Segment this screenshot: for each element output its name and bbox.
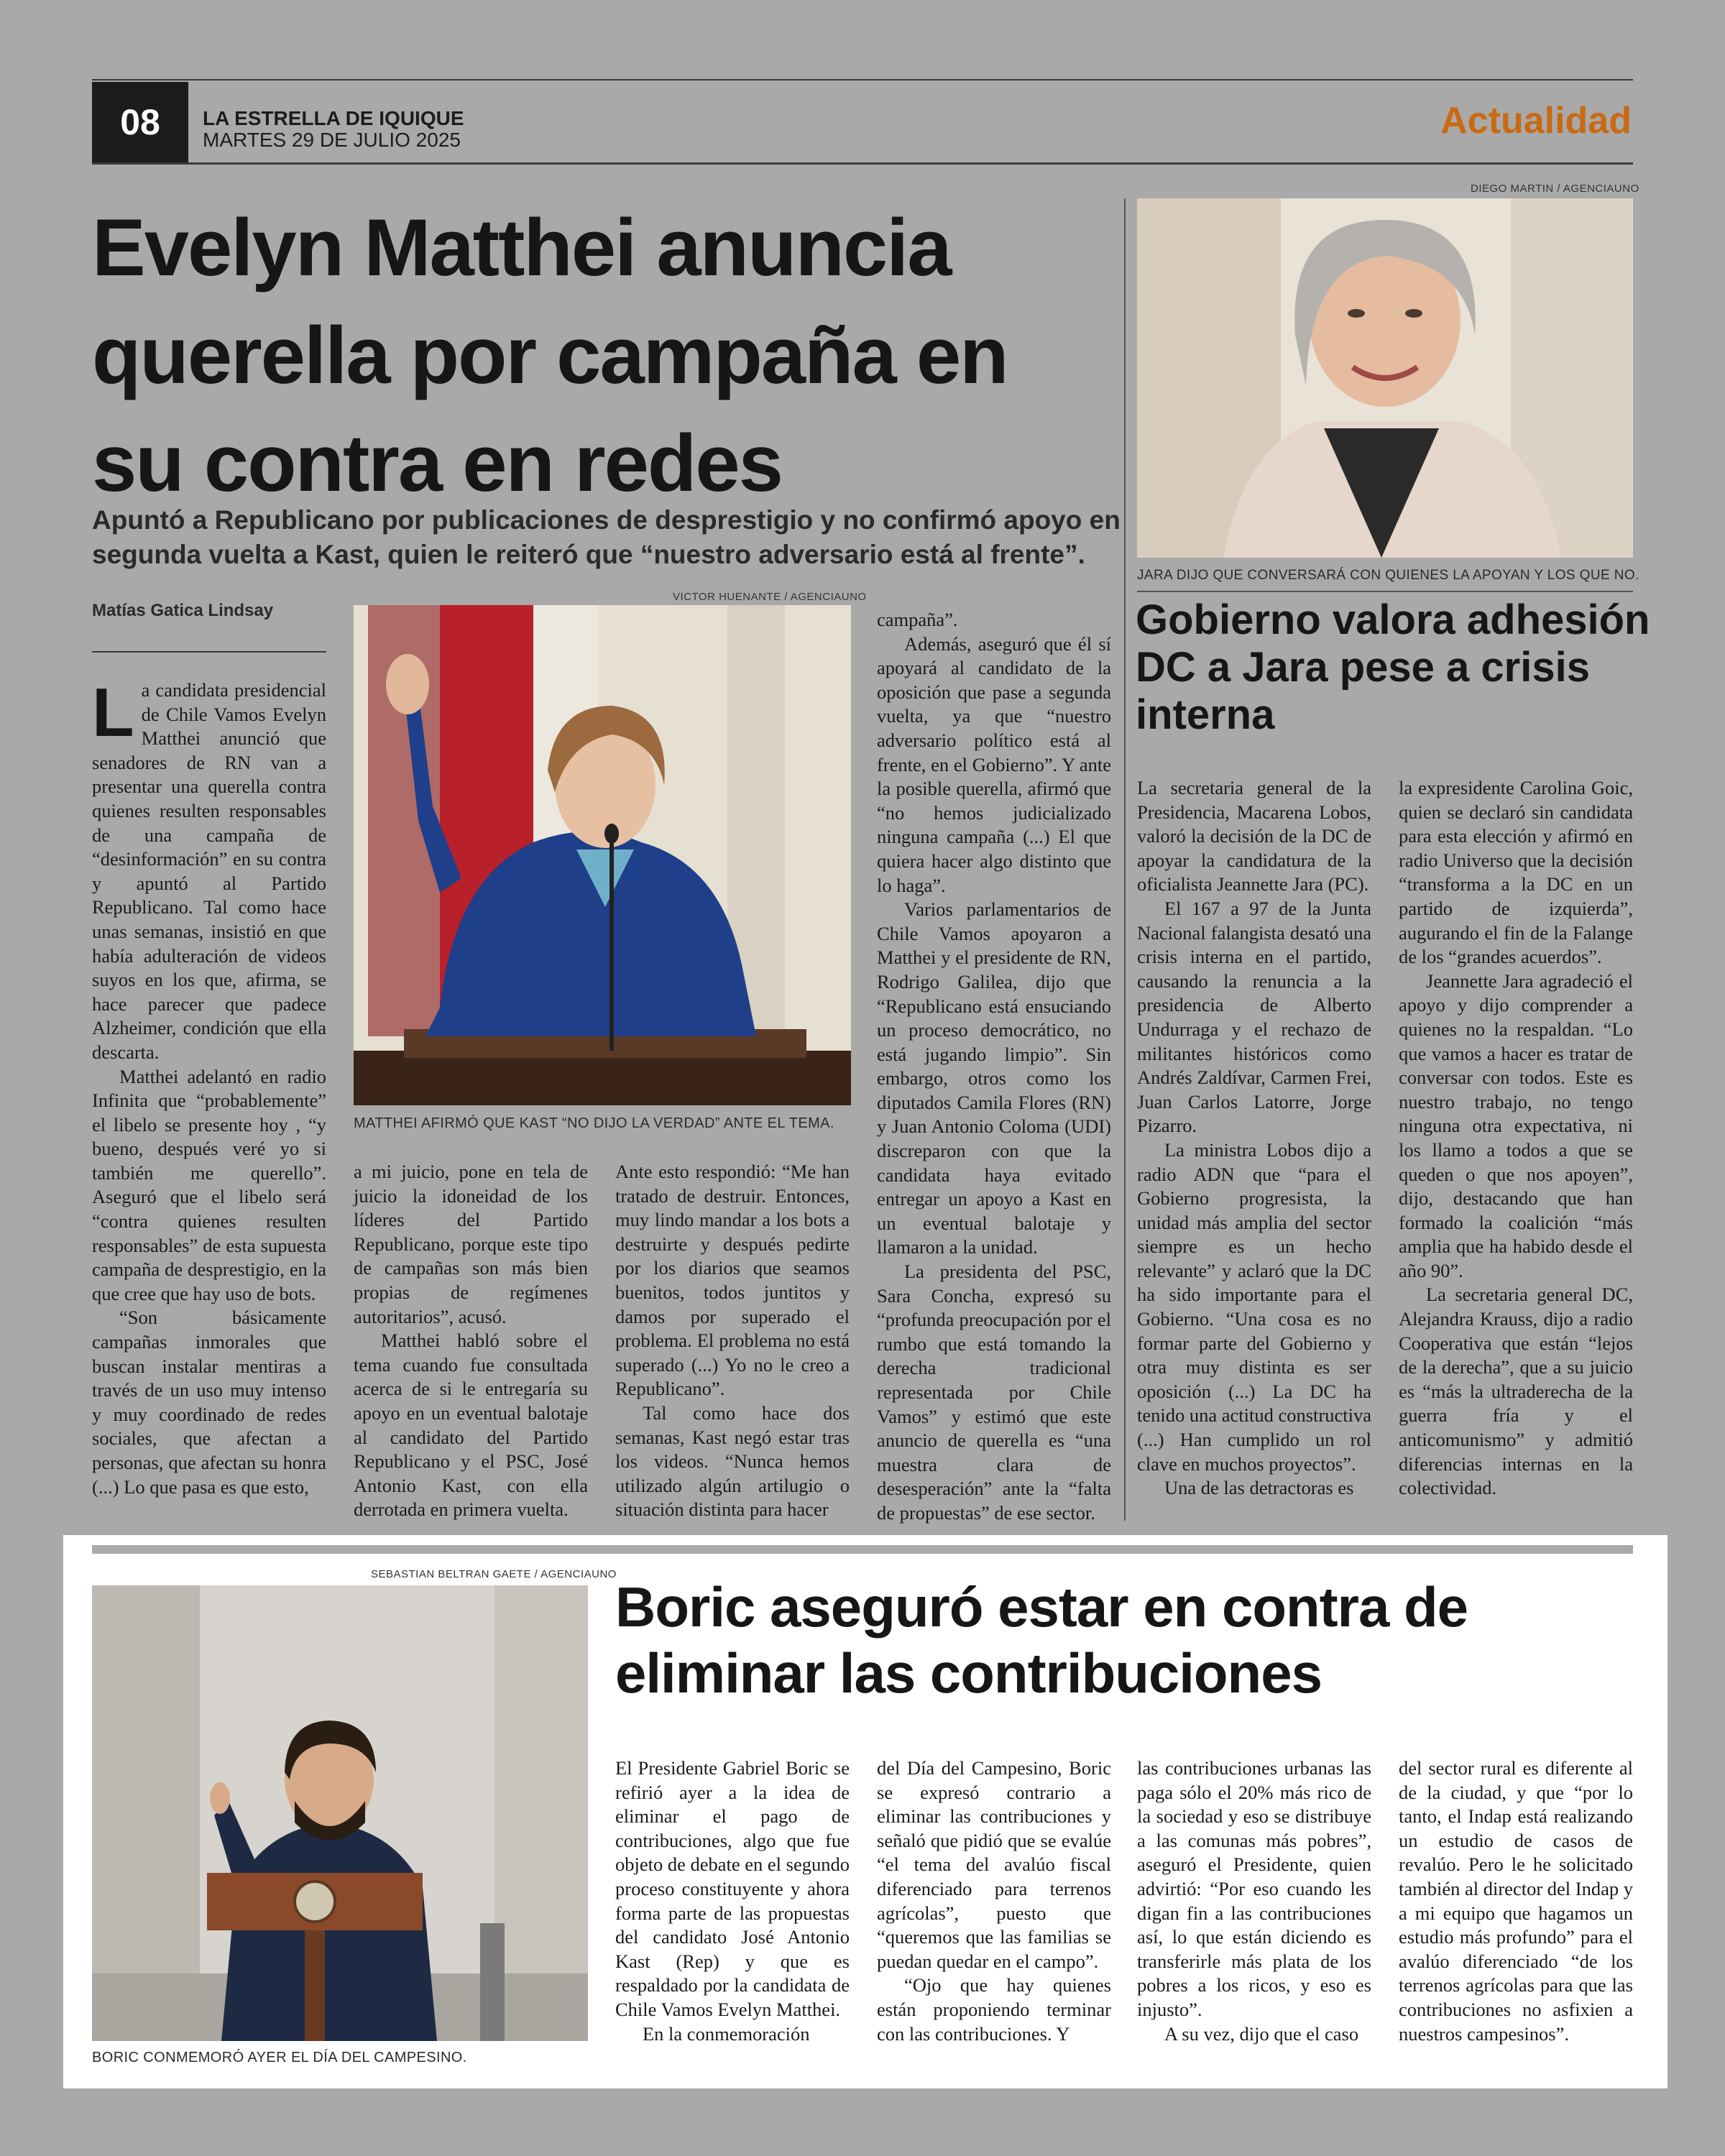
paragraph: El 167 a 97 de la Junta Nacional falangista desató una crisis interna en el partido, causando la renuncia a la presidencia de Alberto Undurraga y el rechazo de militantes históricos como Andrés Zaldívar, Carmen Frei, Juan Carlos Latorre, Jorge Pizarro. [1137, 897, 1371, 1137]
top-rule [92, 79, 1633, 80]
paragraph: del Día del Campesino, Boric se expresó contrario a eliminar las contribuciones y señaló que pidió que se evalúe “el tema del avalúo fiscal diferenciado para terrenos agrícolas”, puesto que “queremos que las familias se puedan quedar en el campo”. [877, 1757, 1111, 1972]
paragraph: Tal como hace dos semanas, Kast negó estar tras los videos. “Nunca hemos utilizado algún artilugio o situación distinta para hacer [615, 1401, 850, 1521]
story2-rule [1137, 591, 1633, 592]
paragraph: En la conmemoración [643, 2022, 810, 2045]
paragraph: Varios parlamentarios de Chile Vamos apoyaron a Matthei y el presidente de RN, Rodrigo Galilea, dijo que “Republicano está ensuciando un proceso democrático, no está jugando limpio”. Sin embargo, otros como los diputados Camila Flores (RN) y Juan Antonio Coloma (UDI) discreparon con que la candidata haya evitado entregar un apoyo a Kast en un eventual balotaje y llamaron a la unidad. [877, 898, 1111, 1258]
paragraph: a mi juicio, pone en tela de juicio la idoneidad de los líderes del Partido Republicano, porque este tipo de campañas son más bien propias de regímenes autoritarios”, acusó. [354, 1161, 588, 1327]
photo-caption: JARA DIJO QUE CONVERSARÁ CON QUIENES LA APOYAN Y LOS QUE NO. [1137, 568, 1639, 583]
story2-column-1 [1137, 776, 1371, 1524]
photo-caption: BORIC CONMEMORÓ AYER EL DÍA DEL CAMPESINO. [92, 2050, 467, 2065]
photo-credit: DIEGO MARTIN / AGENCIAUNO [1471, 183, 1639, 195]
story3-column-1 [615, 1756, 850, 2073]
story1-column-3 [615, 1160, 850, 1519]
page-number: 08 [92, 82, 188, 162]
paragraph: El Presidente Gabriel Boric se refirió ayer a la idea de eliminar el pago de contribuciones, algo que fue objeto de debate en el segundo proceso constituyente y ahora forma parte de las propuestas del candidato José Antonio Kast (Rep) y que es respaldado por la candidata de Chile Vamos Evelyn Matthei. [615, 1757, 850, 2020]
paragraph: campaña”. [877, 609, 958, 630]
paragraph: A su vez, dijo que el caso [1164, 2022, 1359, 2045]
story3-column-2 [877, 1756, 1111, 2073]
section-label: Actualidad [1440, 100, 1632, 142]
paragraph: “Ojo que hay quienes están proponiendo terminar con las contribuciones. Y [877, 1974, 1111, 2045]
story3-headline: Boric aseguró estar en contra de eliminar las contribuciones [615, 1575, 1468, 1705]
story1-deck: Apuntó a Republicano por publicaciones de desprestigio y no confirmó apoyo en segunda vuelta a Kast, quien le reiteró que “nuestro adversario está al frente”. [92, 505, 1121, 569]
photo-credit: SEBASTIAN BELTRAN GAETE / AGENCIAUNO [371, 1568, 617, 1580]
paragraph: “Son básicamente campañas inmorales que buscan instalar mentiras a través de un uso muy intenso y muy coordinado de redes sociales, que afectan a personas, que afectan su honra (...) Lo que pasa es que esto, [92, 1307, 326, 1498]
paragraph: La secretaria general DC, Alejandra Krauss, dijo a radio Cooperativa que están “lejos de la derecha”, que a su juicio es “más la ultraderecha de la guerra fría y el anticomunismo” y admitió diferencias internas en la colectividad. [1399, 1284, 1633, 1499]
paragraph: Jeannette Jara agradeció el apoyo y dijo comprender a quienes no la respaldan. “Lo que vamos a hacer es tratar de conversar con todos. Este es nuestro trabajo, no tengo ninguna otra expectativa, ni los llamo a todos a que se queden o que nos apoyen”, dijo, destacando que han formado la coalición “más amplia que ha habido desde el año 90”. [1399, 969, 1633, 1281]
story3-top-band [92, 1545, 1633, 1554]
paragraph: a candidata presidencial de Chile Vamos Evelyn Matthei anunció que senadores de RN van a presentar una querella contra quienes resulten responsables de una campaña de “desinformación” en su contra y apuntó al Partido Republicano. Tal como hace unas semanas, insistió en que había adulteración de videos suyos en los que, afirma, se hace parecer que padece Alzheimer, condición que ella descarta. [92, 679, 326, 1063]
paragraph: La presidenta del PSC, Sara Concha, expresó su “profunda preocupación por el rumbo que está tomando la derecha tradicional representada por Chile Vamos” y estimó que este anuncio de querella es “una muestra clara de desesperación” ante la “falta de propuestas” de ese sector. [877, 1261, 1111, 1524]
story1-column-1 [92, 674, 326, 1519]
paragraph: Una de las detractoras es [1164, 1477, 1354, 1499]
publication-name: LA ESTRELLA DE IQUIQUE [203, 107, 464, 129]
paragraph: La ministra Lobos dijo a radio ADN que “para el Gobierno progresista, la unidad más amplia del sector siempre es un hecho relevante” y aclaró que la DC ha sido importante para el Gobierno. “Una cosa es no formar parte del Gobierno y otra muy distinta es ser oposición (...) La DC ha tenido una actitud constructiva (...) Han cumplido un rol clave en muchos proyectos”. [1137, 1138, 1371, 1475]
story1-column-2 [354, 1160, 588, 1519]
story2-headline: Gobierno valora adhesión DC a Jara pese a crisis interna [1136, 596, 1650, 738]
boric-photo [92, 1585, 588, 2041]
paragraph: La secretaria general de la Presidencia, Macarena Lobos, valoró la decisión de la DC de apoyar la candidatura de la oficialista Jeannette Jara (PC). [1137, 777, 1371, 895]
matthei-photo [354, 605, 851, 1105]
jara-photo [1137, 198, 1633, 558]
story2-column-2 [1399, 776, 1633, 1524]
column-divider [1124, 198, 1126, 1521]
story1-author: Matías Gatica Lindsay [92, 601, 274, 620]
publication-date: MARTES 29 DE JULIO 2025 [203, 129, 461, 151]
author-rule [92, 651, 326, 653]
paragraph: Matthei habló sobre el tema cuando fue consultada acerca de si le entregaría su apoyo en un eventual balotaje al candidato del Partido Republicano y el PSC, José Antonio Kast, con ella derrotada en primera vuelta. [354, 1330, 588, 1521]
story1-column-4 [877, 608, 1111, 1524]
paragraph: Matthei adelantó en radio Infinita que “probablemente” el libelo se presente hoy , “y bueno, después veré yo si también me querello”. Aseguró que el libelo será “contra quienes resulten responsables” de esta supuesta campaña de desprestigio, en la que cree que hay uso de bots. [92, 1065, 326, 1304]
header-rule [92, 162, 1633, 165]
story1-headline: Evelyn Matthei anuncia querella por campaña en su contra en redes [92, 203, 1008, 508]
paragraph: las contribuciones urbanas las paga sólo el 20% más rico de la sociedad y eso se distribuye a las comunas más pobres”, aseguró el Presidente, quien advirtió: “Por eso cuando les digan fin a las contribuciones así, lo que están diciendo es transferirle más plata de los pobres a los ricos, y eso es injusto”. [1137, 1757, 1371, 2020]
paragraph: Además, aseguró que él sí apoyará al candidato de la oposición que pase a segunda vuelta, ya que “nuestro adversario político está al frente, en el Gobierno”. Y ante la posible querella, afirmó que “no hemos judicializado ninguna campaña (...) El que quiera hacer algo distinto que lo haga”. [877, 632, 1111, 896]
photo-credit: VICTOR HUENANTE / AGENCIAUNO [673, 591, 867, 603]
dropcap: L [92, 674, 134, 751]
paragraph: del sector rural es diferente al de la ciudad, y que “por lo tanto, el Indap está realizando un estudio de casos de revalúo. Pero le he solicitado también al director del Indap y a mi equipo que hagamos un estudio más profundo” para el avalúo diferenciado “de los terrenos agrícolas para que las contribuciones no asfixien a nuestros campesinos”. [1399, 1757, 1633, 2045]
story3-column-4 [1399, 1756, 1633, 2073]
story3-column-3 [1137, 1756, 1371, 2073]
photo-caption: MATTHEI AFIRMÓ QUE KAST “NO DIJO LA VERDAD” ANTE EL TEMA. [354, 1115, 834, 1131]
paragraph: la expresidente Carolina Goic, quien se declaró sin candidata para esta elección y afirmó en radio Universo que la decisión “transforma a la DC en un partido de izquierda”, augurando el fin de la Falange de los “grandes acuerdos”. [1399, 777, 1633, 968]
paragraph: Ante esto respondió: “Me han tratado de destruir. Entonces, muy lindo mandar a los bots a destruirte y después pedirte por los diarios que seamos buenitos, todos juntitos y damos por superado el problema. El problema no está superado (...) Yo no le creo a Republicano”. [615, 1161, 850, 1400]
